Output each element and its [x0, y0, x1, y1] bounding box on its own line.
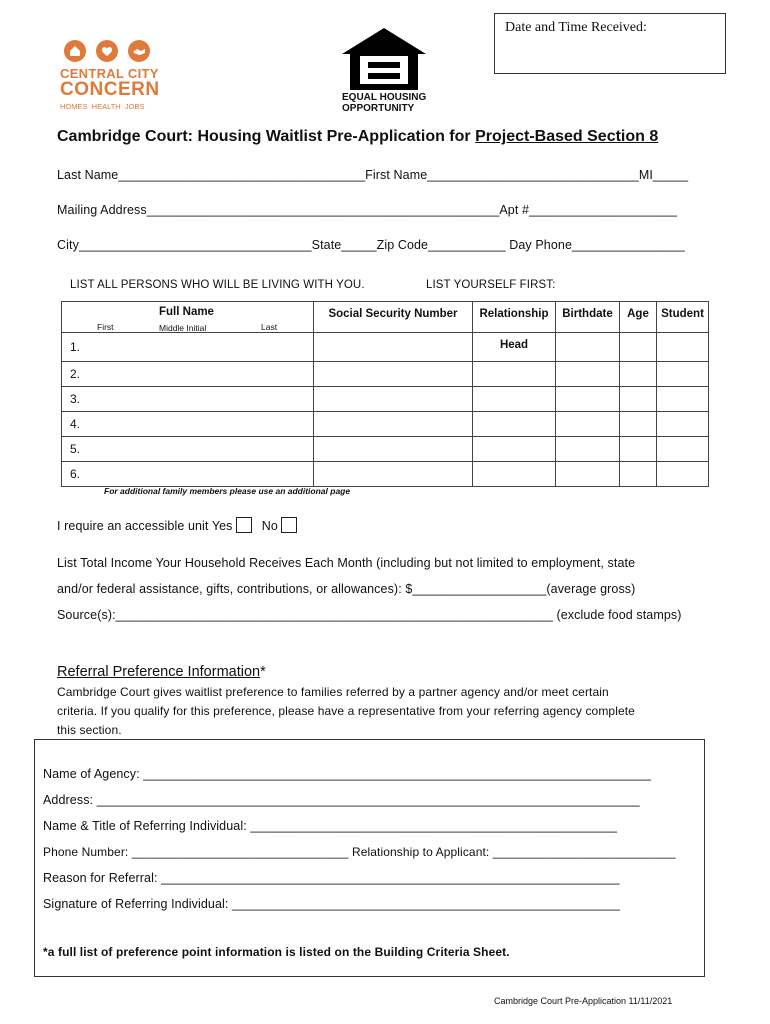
age-cell[interactable] — [620, 333, 657, 362]
accessible-unit-row — [57, 517, 297, 533]
student-cell[interactable] — [657, 437, 709, 462]
first-sublabel: First — [97, 322, 114, 332]
birthdate-cell[interactable] — [556, 462, 620, 487]
referral-section-box — [34, 739, 705, 977]
middle-initial-sublabel: Middle Initial — [159, 323, 207, 333]
form-title-prefix: Cambridge Court: Housing Waitlist Pre-Application for — [57, 128, 476, 145]
row-number: 6. — [70, 467, 81, 481]
name-cell[interactable] — [62, 412, 314, 437]
list-all-persons-label: LIST ALL PERSONS WHO WILL BE LIVING WITH YOU. — [70, 279, 365, 291]
household-members-table — [61, 301, 709, 487]
relationship-cell[interactable] — [473, 412, 556, 437]
referral-description-3: this section. — [57, 723, 122, 737]
ssn-cell[interactable] — [314, 387, 473, 412]
list-yourself-first-label: LIST YOURSELF FIRST: — [426, 279, 556, 291]
city-state-zip-row[interactable]: City_________________________________State_____Zip Code___________ Day Phone________________ — [57, 238, 685, 252]
last-sublabel: Last — [261, 322, 278, 332]
referring-individual-field[interactable]: Name & Title of Referring Individual: ____________________________________________________ — [43, 819, 618, 833]
ssn-header — [314, 302, 473, 333]
relationship-cell[interactable] — [473, 333, 556, 362]
birthdate-cell[interactable] — [556, 412, 620, 437]
row-number: 5. — [70, 442, 81, 456]
accessible-yes-checkbox[interactable] — [236, 517, 252, 533]
relationship-header — [473, 302, 556, 333]
age-cell[interactable] — [620, 462, 657, 487]
relationship-cell[interactable] — [473, 362, 556, 387]
referral-description-2: criteria. If you qualify for this preference, please have a representative from your referring agency complete — [57, 704, 635, 718]
age-cell[interactable] — [620, 412, 657, 437]
ssn-cell[interactable] — [314, 333, 473, 362]
full-name-header-label: Full Name — [159, 306, 214, 318]
table-row — [62, 462, 709, 487]
referral-heading — [57, 664, 266, 680]
name-field-row[interactable]: Last Name___________________________________First Name______________________________MI_____ — [57, 168, 689, 182]
birthdate-cell[interactable] — [556, 333, 620, 362]
equal-housing-line-1: EQUAL HOUSING — [342, 92, 427, 103]
relationship-cell[interactable] — [473, 387, 556, 412]
equal-housing-logo — [338, 26, 430, 116]
income-source-line[interactable]: Source(s):______________________________________________________________ (exclude food stamps) — [57, 608, 682, 622]
central-city-concern-logo — [60, 38, 170, 118]
student-cell[interactable] — [657, 362, 709, 387]
birthdate-header — [556, 302, 620, 333]
age-cell[interactable] — [620, 437, 657, 462]
birthdate-cell[interactable] — [556, 437, 620, 462]
row-number: 1. — [70, 340, 81, 354]
ssn-cell[interactable] — [314, 412, 473, 437]
logo-line-2: CONCERN — [60, 79, 160, 100]
accessible-no-label: No — [261, 519, 278, 533]
income-line-2[interactable]: and/or federal assistance, gifts, contributions, or allowances): $___________________(average gross) — [57, 582, 636, 596]
ssn-cell[interactable] — [314, 462, 473, 487]
accessible-unit-question: I require an accessible unit Yes — [57, 519, 233, 533]
head-label: Head — [499, 339, 529, 351]
home-icon — [64, 40, 86, 62]
referral-heading-star: * — [260, 664, 266, 680]
referral-reason-field[interactable]: Reason for Referral: _________________________________________________________________ — [43, 871, 620, 885]
referral-heading-text: Referral Preference Information — [57, 664, 261, 680]
name-cell[interactable] — [62, 333, 314, 362]
student-header-label: Student — [661, 308, 704, 320]
ssn-cell[interactable] — [314, 362, 473, 387]
form-title-underlined: Project-Based Section 8 — [475, 128, 659, 145]
handshake-icon — [128, 40, 150, 62]
full-name-header — [62, 302, 314, 333]
income-line-1: List Total Income Your Household Receives Each Month (including but not limited to employment, state — [57, 556, 636, 570]
logo-line-1: CENTRAL CITY — [60, 66, 159, 81]
age-header-label: Age — [627, 308, 649, 320]
birthdate-header-label: Birthdate — [562, 308, 613, 320]
ssn-header-label: Social Security Number — [328, 308, 458, 320]
relationship-header-label: Relationship — [479, 308, 549, 320]
agency-address-field[interactable]: Address: _____________________________________________________________________________ — [43, 793, 640, 807]
table-row — [62, 387, 709, 412]
name-cell[interactable] — [62, 362, 314, 387]
age-cell[interactable] — [620, 387, 657, 412]
birthdate-cell[interactable] — [556, 362, 620, 387]
phone-relationship-field[interactable]: Phone Number: ________________________________ Relationship to Applicant: ___________________________ — [43, 845, 676, 859]
table-header-row — [62, 302, 709, 333]
preference-note: *a full list of preference point information is listed on the Building Criteria Sheet. — [43, 945, 510, 959]
student-header — [657, 302, 709, 333]
equal-housing-line-2: OPPORTUNITY — [342, 103, 415, 114]
age-cell[interactable] — [620, 362, 657, 387]
relationship-cell[interactable] — [473, 437, 556, 462]
date-time-received-label: Date and Time Received: — [505, 20, 647, 35]
name-cell[interactable] — [62, 437, 314, 462]
page-footer: Cambridge Court Pre-Application 11/11/2021 — [494, 996, 673, 1006]
heart-icon — [96, 40, 118, 62]
row-number: 4. — [70, 417, 81, 431]
agency-name-field[interactable]: Name of Agency: ________________________________________________________________________ — [43, 767, 651, 781]
referral-description-1: Cambridge Court gives waitlist preference to families referred by a partner agency and/or meet certain — [57, 685, 609, 699]
table-footnote: For additional family members please use an additional page — [104, 486, 351, 496]
name-cell[interactable] — [62, 387, 314, 412]
birthdate-cell[interactable] — [556, 387, 620, 412]
date-time-received-box[interactable] — [494, 13, 726, 74]
student-cell[interactable] — [657, 387, 709, 412]
equal-housing-icon — [338, 26, 430, 92]
table-row — [62, 437, 709, 462]
table-row — [62, 333, 709, 362]
relationship-cell[interactable] — [473, 462, 556, 487]
accessible-no-checkbox[interactable] — [281, 517, 297, 533]
student-cell[interactable] — [657, 333, 709, 362]
student-cell[interactable] — [657, 462, 709, 487]
age-header — [620, 302, 657, 333]
row-number: 3. — [70, 392, 81, 406]
table-row — [62, 412, 709, 437]
form-title — [57, 128, 658, 146]
table-row — [62, 362, 709, 387]
student-cell[interactable] — [657, 412, 709, 437]
name-cell[interactable] — [62, 462, 314, 487]
referral-signature-field[interactable]: Signature of Referring Individual: _______________________________________________________ — [43, 897, 620, 911]
address-field-row[interactable]: Mailing Address__________________________________________________Apt #_____________________ — [57, 203, 678, 217]
logo-tagline: HOMES HEALTH JOBS — [60, 102, 145, 111]
ssn-cell[interactable] — [314, 437, 473, 462]
row-number: 2. — [70, 367, 81, 381]
